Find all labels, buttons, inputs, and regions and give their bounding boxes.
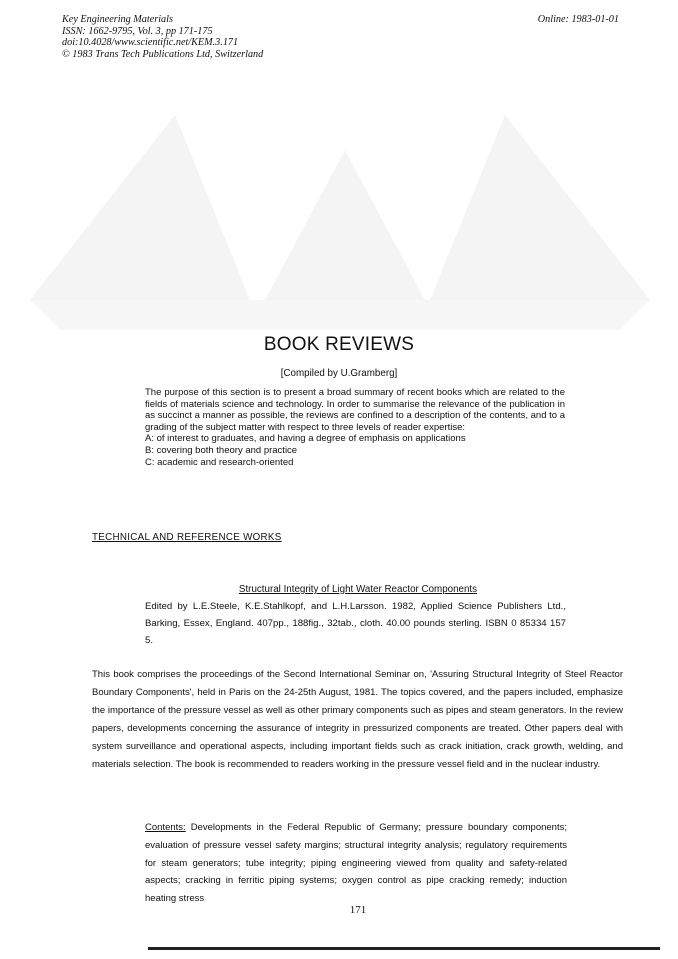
level-b: B: covering both theory and practice — [145, 444, 298, 456]
watermark-right-peak — [430, 115, 650, 300]
watermark-left-peak — [30, 115, 250, 300]
watermark-center-peak — [265, 150, 425, 300]
intro-paragraph: The purpose of this section is to present a broad summary of recent books which are related to the fields of materials science and technology. In order to summarise the relevance of the publication in as succinct a manner as possible, the reviews are confined to a description of the contents, and to a grading of the subject matter with respect to three levels of reader expertise: — [145, 387, 565, 433]
contents-label: Contents: — [145, 822, 186, 833]
intro-block — [145, 387, 565, 468]
book-metadata: Edited by L.E.Steele, K.E.Stahlkopf, and L.H.Larsson. 1982, Applied Science Publishers Ltd., Barking, Essex, England. 407pp., 188fig., 32tab., cloth. 40.00 pounds sterling. ISBN 0 85334 157 5. — [145, 601, 566, 646]
watermark-base — [30, 300, 650, 330]
expertise-levels — [145, 433, 565, 468]
footer-rule — [148, 947, 660, 950]
contents-text: Developments in the Federal Republic of Germany; pressure boundary components; evaluation of pressure vessel safety margins; structural integrity analysis; regulatory requirements for steam generators; tube integrity; piping engineering viewed from quality and safety-related aspects; cracking in ferritic piping systems; oxygen control as pipe cracking remedy; induction heating stress — [145, 822, 567, 905]
book-title: Structural Integrity of Light Water Reactor Components — [238, 584, 478, 595]
compiled-by: [Compiled by U.Gramberg] — [280, 368, 398, 379]
review-body: This book comprises the proceedings of the Second International Seminar on, 'Assuring Structural Integrity of Steel Reactor Boundary Components', held in Paris on the 24-25th August, 1981. The topics covered, and the papers included, emphasize the importance of the pressure vessel as well as other primary components such as pipes and steam generators. In the review papers, developments concerning the assurance of integrity in pressurized components are treated. Other papers deal with system surveillance and operational aspects, including important fields such as crack initiation, crack growth, welding, and materials selection. The book is recommended to readers working in the pressure vessel field and in the nuclear industry. — [92, 669, 623, 770]
journal-name: Key Engineering Materials — [62, 14, 173, 25]
section-heading: TECHNICAL AND REFERENCE WORKS — [92, 532, 282, 543]
journal-header — [62, 14, 402, 60]
doi-line[interactable]: doi:10.4028/www.scientific.net/KEM.3.171 — [62, 37, 239, 49]
online-date: Online: 1983-01-01 — [537, 14, 619, 25]
issn-line: ISSN: 1662-9795, Vol. 3, pp 171-175 — [62, 25, 213, 37]
page-number: 171 — [349, 904, 367, 916]
contents-block — [145, 819, 567, 908]
level-a: A: of interest to graduates, and having a degree of emphasis on applications — [145, 433, 466, 445]
page-title: BOOK REVIEWS — [263, 334, 415, 355]
copyright-line: © 1983 Trans Tech Publications Ltd, Switzerland — [62, 48, 264, 60]
level-c: C: academic and research-oriented — [145, 456, 294, 468]
